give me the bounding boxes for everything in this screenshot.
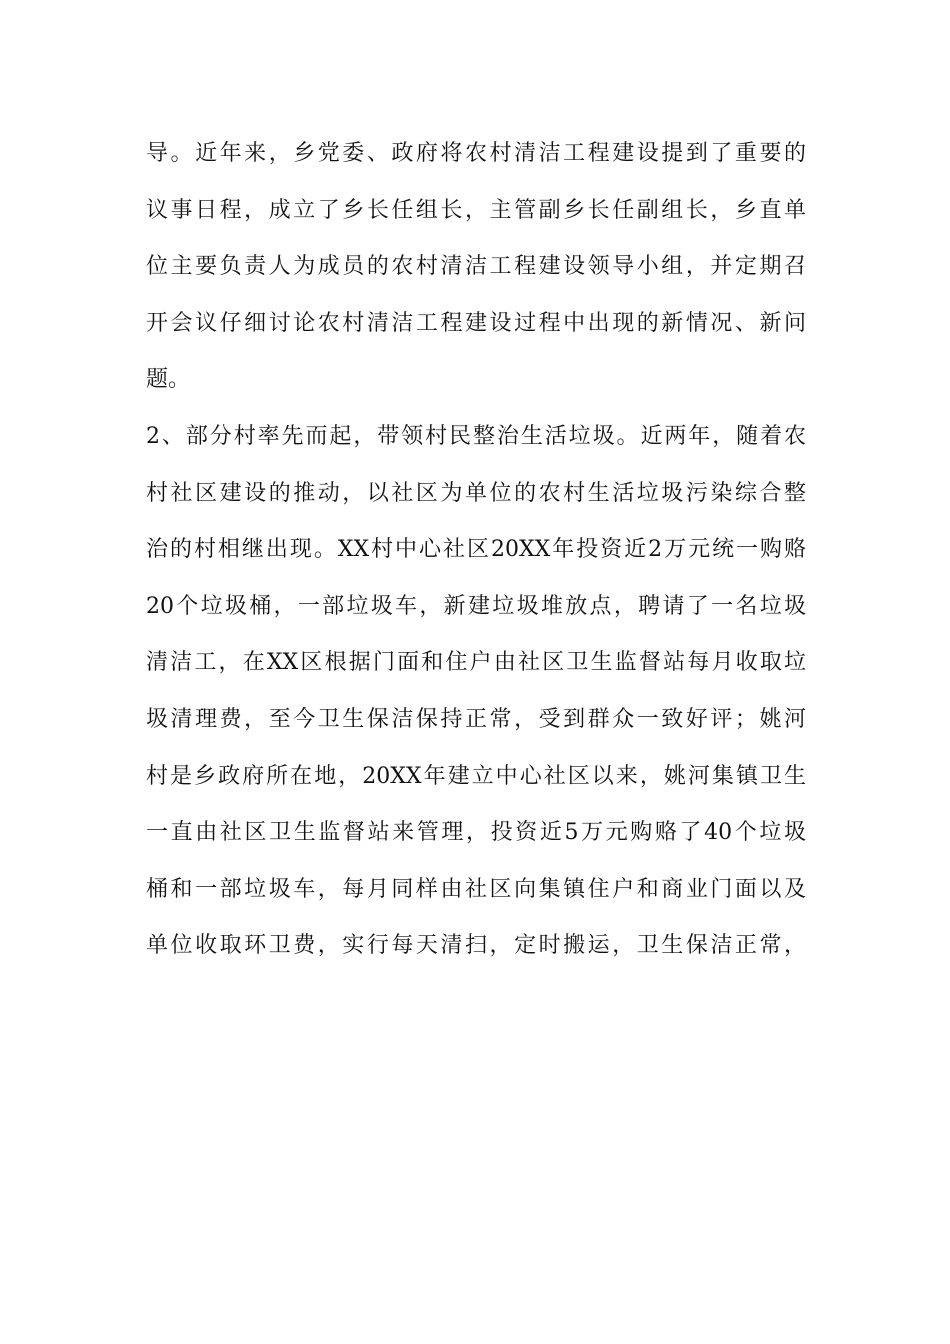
text-line: 治的村相继出现。XX村中心社区20XX年投资近2万元统一购赂 bbox=[146, 537, 806, 563]
text-line: 村是乡政府所在地，20XX年建立中心社区以来，姚河集镇卫生 bbox=[146, 763, 806, 789]
text-line: 开会议仔细讨论农村清洁工程建设过程中出现的新情况、新问 bbox=[146, 310, 806, 336]
text-line: 一直由社区卫生监督站来管理，投资近5万元购赂了40个垃圾 bbox=[146, 820, 806, 846]
text-line: 题。 bbox=[146, 367, 191, 393]
text-line: 桶和一部垃圾车，每月同样由社区向集镇住户和商业门面以及 bbox=[146, 876, 806, 902]
text-line: 议事日程，成立了乡长任组长，主管副乡长任副组长，乡直单 bbox=[146, 197, 806, 223]
text-line: 村社区建设的推动，以社区为单位的农村生活垃圾污染综合整 bbox=[146, 480, 806, 506]
text-line: 导。近年来，乡党委、政府将农村清洁工程建设提到了重要的 bbox=[146, 141, 806, 166]
text-line: 单位收取环卫费，实行每天清扫，定时搬运，卫生保洁正常， bbox=[146, 933, 806, 959]
text-line: 20个垃圾桶，一部垃圾车，新建垃圾堆放点，聘请了一名垃圾 bbox=[146, 593, 806, 619]
text-line: 位主要负责人为成员的农村清洁工程建设领导小组，并定期召 bbox=[146, 254, 806, 280]
body-text bbox=[146, 126, 806, 975]
text-line: 圾清理费，至今卫生保洁保持正常，受到群众一致好评；姚河 bbox=[146, 706, 806, 732]
text-line: 清洁工，在XX区根据门面和住户由社区卫生监督站每月收取垃 bbox=[146, 650, 806, 676]
text-line: 2、部分村率先而起，带领村民整治生活垃圾。近两年，随着农 bbox=[146, 423, 806, 449]
